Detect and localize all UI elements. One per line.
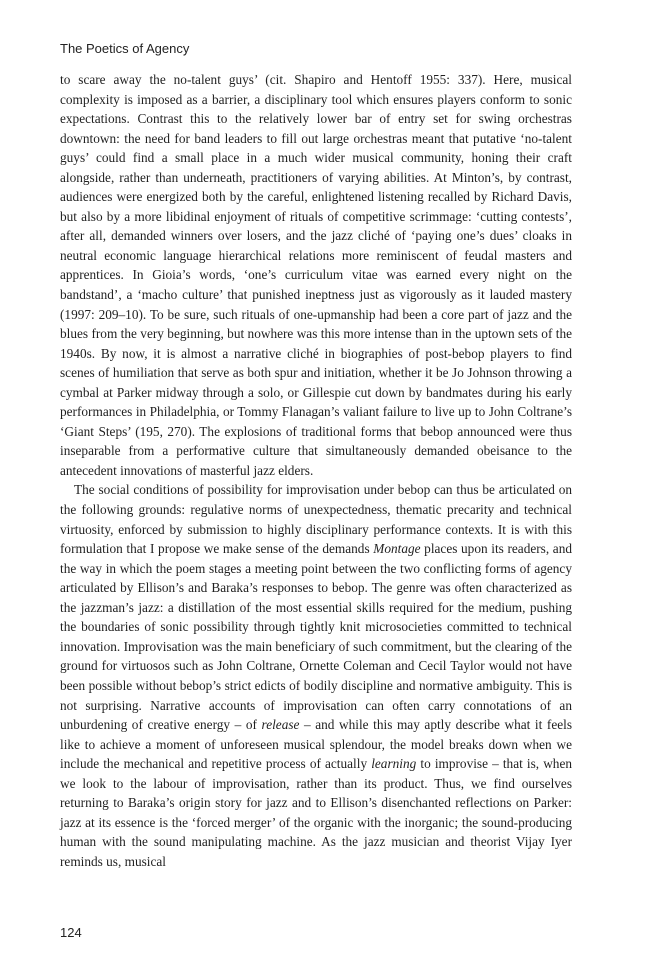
italic-term: learning — [371, 756, 417, 772]
text-segment: – and while this may aptly describe what it feels like to achieve a moment of unforeseen musical splendour, the model breaks down when we include the mechanical and repetitive process of actually — [60, 717, 572, 772]
text-segment: to scare away the no-talent guys’ (cit. Shapiro and Hentoff 1955: 337). Here, musical complexity is imposed as a barrier, a disciplinary tool which ensures players conform to sonic expectations. Contrast this to the relatively lower bar of entry set for swing orchestras downtown: the need for band leaders to fill out large orchestras meant that putative ‘no-talent guys’ could find a small place in a much wider musical community, honing their craft alongside, rather than underneath, practitioners of varying abilities. At Minton’s, by contrast, audiences were energized both by the careful, enlightened listening recalled by Richard Davis, but also by a more libidinal enjoyment of rituals of competitive scrimmage: ‘cutting contests’, after all, demanded winners over losers, and the jazz cliché of ‘paying one’s dues’ cloaks in neutral economic language hierarchical relations more reminiscent of feudal masters and apprentices. In Gioia’s words, ‘one’s curriculum vitae was earned every night on the bandstand’, a ‘macho culture’ that punished ineptness just as vigorously as it lauded mastery (1997: 209–10). To be sure, such rituals of one-upmanship had been a core part of jazz and the blues from the very beginning, but nowhere was this more intense than in the uptown sets of the 1940s. By now, it is almost a narrative cliché in biographies of post-bebop players to find scenes of humiliation that serve as both spur and initiation, whether it be Jo Johnson throwing a cymbal at Parker midway through a solo, or Gillespie cut down by bandmates during his early performances in Philadelphia, or Tommy Flanagan’s valiant failure to live up to John Coltrane’s ‘Giant Steps’ (195, 270). The explosions of traditional forms that bebop announced were thus inseparable from a performative culture that simultaneously demanded obeisance to the antecedent innovations of masterful jazz elders. — [60, 72, 572, 478]
paragraph — [60, 70, 572, 480]
text-segment: to improvise – that is, when we look to the labour of improvisation, rather than its product. Thus, we find ourselves returning to Baraka’s origin story for jazz and to Ellison’s disenchanted reflections on Parker: jazz at its essence is the ‘forced merger’ of the organic with the inorganic; the sound-producing human with the sound manipulating machine. As the jazz musician and theorist Vijay Iyer reminds us, musical — [60, 756, 572, 869]
paragraph — [60, 480, 572, 871]
text-segment: places upon its readers, and the way in which the poem stages a meeting point between the two conflicting forms of agency articulated by Ellison’s and Baraka’s responses to bebop. The genre was often characterized as the jazzman’s jazz: a distillation of the most essential skills required for the medium, pushing the boundaries of sonic possibility through tightly knit microsocieties committed to technical innovation. Improvisation was the main beneficiary of such commitment, but the clearing of the ground for virtuosos such as John Coltrane, Ornette Coleman and Cecil Taylor would not have been possible without bebop’s strict edicts of bodily discipline and normative ambiguity. This is not surprising. Narrative accounts of improvisation can often carry connotations of an unburdening of creative energy – of — [60, 541, 572, 733]
running-head: The Poetics of Agency — [60, 41, 190, 56]
body-text — [60, 70, 572, 871]
text-segment: The social conditions of possibility for improvisation under bebop can thus be articulated on the following grounds: regulative norms of unexpectedness, thematic precarity and technical virtuosity, enforced by submission to highly disciplinary performance contexts. It is with this formulation that I propose we make sense of the demands — [60, 482, 572, 557]
page-number: 124 — [60, 925, 82, 940]
italic-term: release — [261, 717, 300, 733]
italic-title: Montage — [373, 541, 421, 557]
